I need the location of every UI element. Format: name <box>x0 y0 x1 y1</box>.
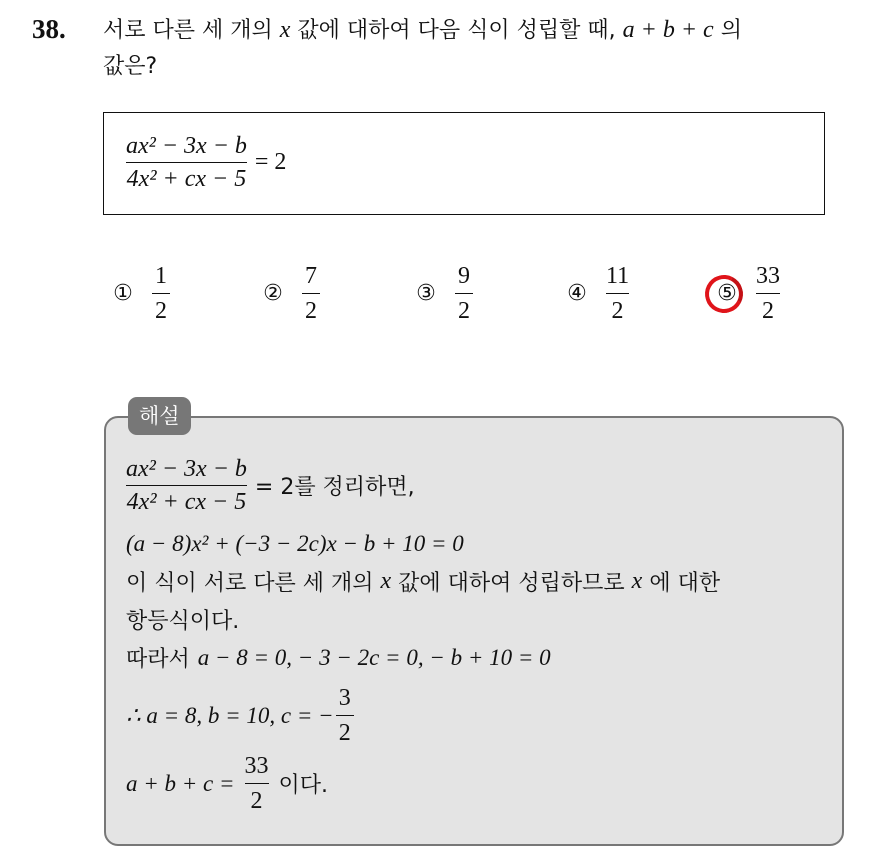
solution-line2: (a − 8)x² + (−3 − 2c)x − b + 10 = 0 <box>126 531 464 556</box>
solution-line7-a: a + b + c = <box>126 770 235 796</box>
question-text-c: 의 <box>720 18 742 43</box>
solution-denominator: 4x² + cx − 5 <box>126 489 247 515</box>
solution-line6-fraction <box>336 684 354 747</box>
choice-numerator: 11 <box>606 263 630 289</box>
solution-line7-b: 이다. <box>278 773 329 798</box>
solution-line5-a: 따라서 <box>126 647 190 672</box>
fraction-bar <box>455 293 473 294</box>
solution-line4: 항등식이다. <box>126 609 240 634</box>
choice-2[interactable] <box>258 262 320 325</box>
choice-fraction <box>152 262 170 325</box>
choice-number: ② <box>263 281 283 306</box>
variable-x: x <box>279 17 291 43</box>
sum-expression: a + b + c <box>622 17 714 43</box>
fraction-numerator: 3 <box>338 685 351 711</box>
choice-numerator: 1 <box>155 263 167 289</box>
fraction-numerator: 33 <box>244 753 269 779</box>
choice-numerator: 33 <box>756 263 780 289</box>
condition-numerator: ax² − 3x − b <box>126 133 247 159</box>
solution-line6 <box>126 684 354 747</box>
fraction-bar <box>245 783 269 784</box>
solution-fraction <box>126 455 247 516</box>
solution-line3-a: 이 식이 서로 다른 세 개의 <box>126 571 374 596</box>
fraction-denominator: 2 <box>250 788 263 814</box>
condition-denominator: 4x² + cx − 5 <box>126 166 247 192</box>
condition-rhs: = 2 <box>254 149 287 175</box>
choice-denominator: 2 <box>155 298 167 324</box>
choice-number: ③ <box>416 281 436 306</box>
solution-line7 <box>126 752 328 815</box>
question-text-b: 값에 대하여 다음 식이 성립할 때, <box>297 18 616 43</box>
choice-fraction <box>302 262 320 325</box>
choice-4[interactable] <box>562 262 629 325</box>
fraction-bar <box>302 293 320 294</box>
choice-fraction <box>606 262 629 325</box>
solution-line3 <box>126 566 720 597</box>
choice-denominator: 2 <box>762 298 774 324</box>
choice-numerator: 9 <box>458 263 470 289</box>
fraction-bar <box>152 293 170 294</box>
question-number: 38. <box>32 14 66 44</box>
choice-number: ① <box>113 281 133 306</box>
solution-line1 <box>126 455 415 516</box>
fraction-bar <box>606 293 629 294</box>
solution-line1-tail: = 2를 정리하면, <box>254 475 415 500</box>
solution-line3-c: 에 대한 <box>649 571 721 596</box>
choice-number <box>712 281 742 306</box>
solution-line5 <box>126 642 551 673</box>
condition-fraction <box>126 132 247 193</box>
solution-numerator: ax² − 3x − b <box>126 456 247 482</box>
choice-3[interactable] <box>411 262 473 325</box>
choice-denominator: 2 <box>305 298 317 324</box>
choice-fraction <box>756 262 780 325</box>
choice-1[interactable] <box>108 262 170 325</box>
fraction-bar <box>756 293 780 294</box>
solution-line6-a: ∴ a = 8, b = 10, c = − <box>126 702 334 728</box>
question-text-line1 <box>103 15 742 46</box>
choice-number: ④ <box>567 281 587 306</box>
solution-tag: 해설 <box>128 397 191 435</box>
choice-denominator: 2 <box>458 298 470 324</box>
choice-fraction <box>455 262 473 325</box>
choice-numerator: 7 <box>305 263 317 289</box>
choice-5[interactable] <box>712 262 780 325</box>
question-text-a: 서로 다른 세 개의 <box>103 18 273 43</box>
fraction-bar <box>126 162 247 163</box>
solution-line3-b: 값에 대하여 성립하므로 <box>398 571 625 596</box>
solution-line5-b: a − 8 = 0, − 3 − 2c = 0, − b + 10 = 0 <box>197 644 551 670</box>
variable-x: x <box>380 568 392 594</box>
solution-line7-fraction <box>245 752 269 815</box>
fraction-denominator: 2 <box>338 720 351 746</box>
choice-number-glyph: ⑤ <box>717 281 737 306</box>
condition-equation <box>126 132 286 193</box>
variable-x: x <box>631 568 643 594</box>
question-text-line2: 값은? <box>103 54 158 79</box>
answer-mark-circle <box>700 270 748 318</box>
fraction-bar <box>336 715 354 716</box>
fraction-bar <box>126 485 247 486</box>
choice-denominator: 2 <box>611 298 624 324</box>
